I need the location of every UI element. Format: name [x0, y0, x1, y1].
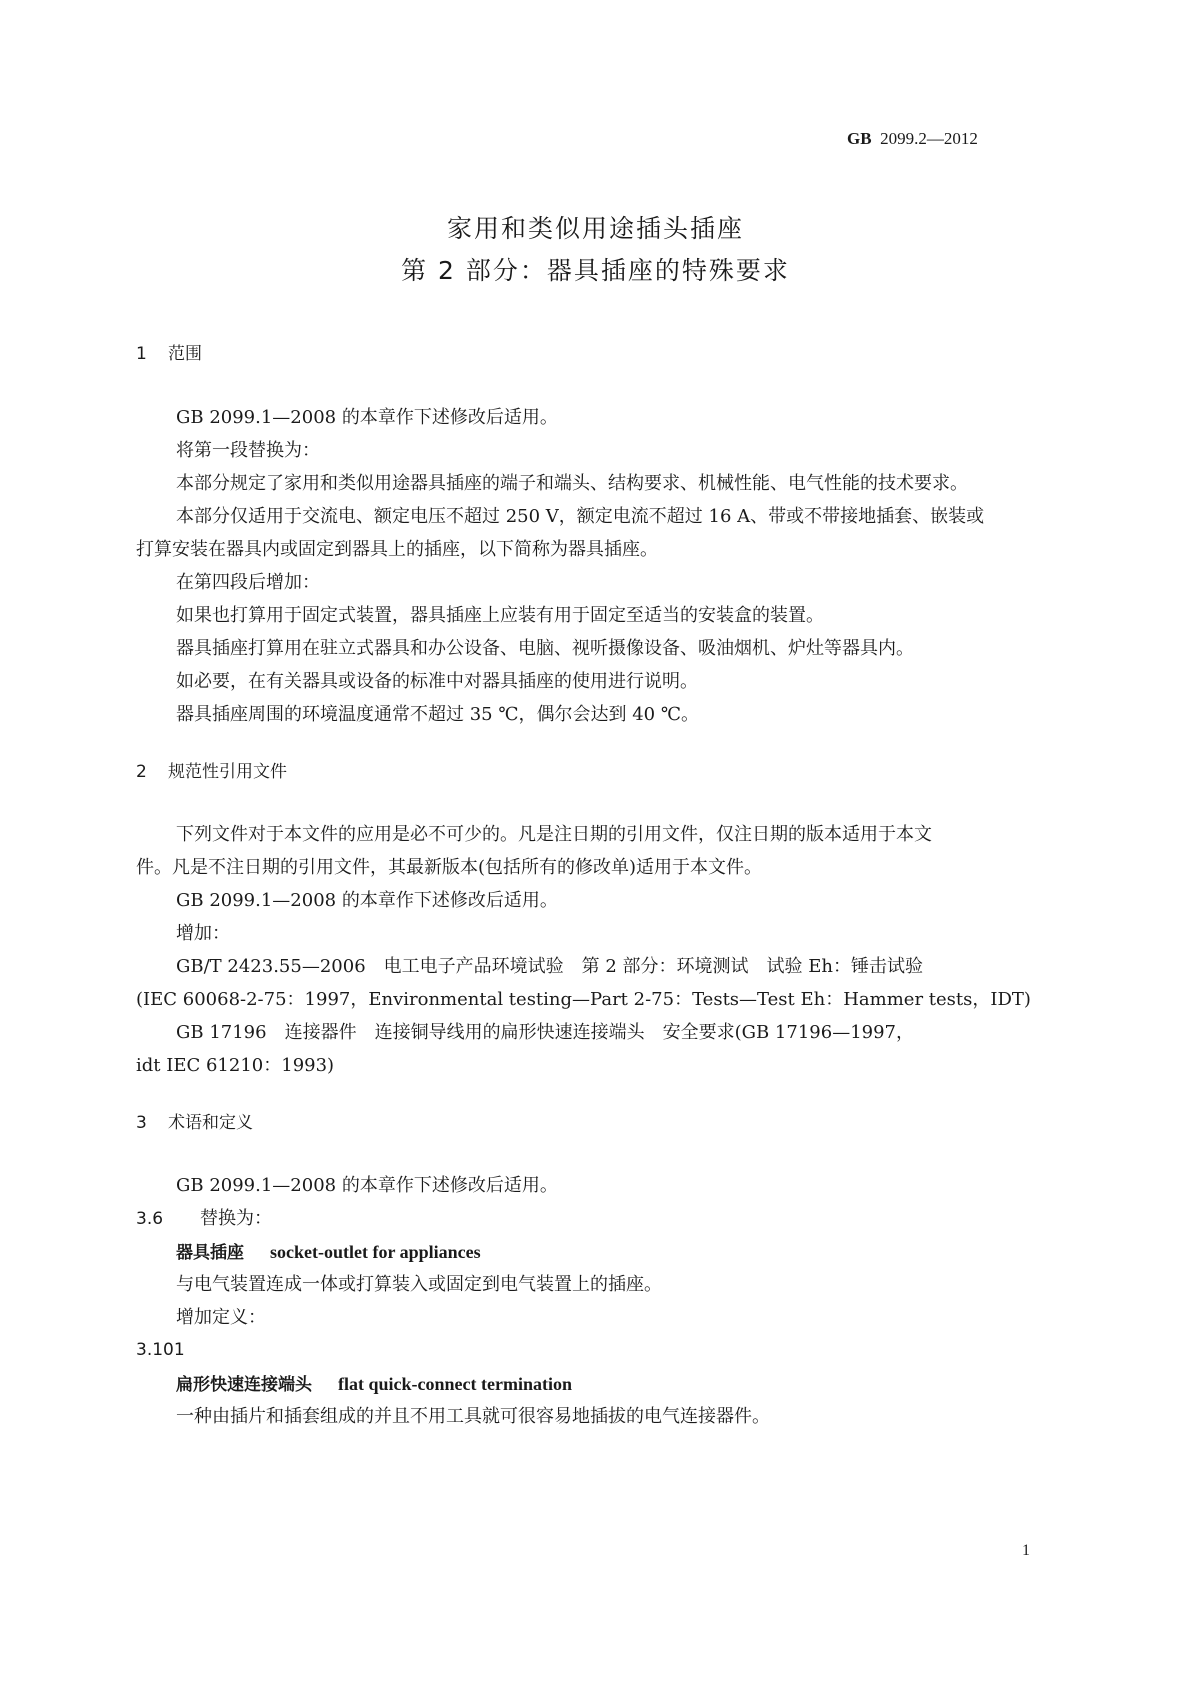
s3-paragraph-1: GB 2099.1—2008 的本章作下述修改后适用。	[176, 1175, 558, 1196]
s2-paragraph-1-line2: 件。凡是不注日期的引用文件，其最新版本(包括所有的修改单)适用于本文件。	[136, 857, 763, 878]
section-3-number: 3	[136, 1113, 147, 1133]
s1-paragraph-2: 将第一段替换为：	[176, 440, 320, 461]
s1-paragraph-6: 如果也打算用于固定式装置，器具插座上应装有用于固定至适当的安装盒的装置。	[176, 605, 824, 626]
s2-paragraph-3: 增加：	[176, 923, 230, 944]
term-1-definition: 与电气装置连成一体或打算装入或固定到电气装置上的插座。	[176, 1274, 662, 1295]
clause-3-101-number: 3.101	[136, 1340, 185, 1360]
s2-paragraph-1-line1: 下列文件对于本文件的应用是必不可少的。凡是注日期的引用文件，仅注日期的版本适用于本文	[176, 824, 932, 845]
reference-2-line2: idt IEC 61210：1993)	[136, 1055, 335, 1076]
section-3-title: 术语和定义	[168, 1113, 253, 1133]
clause-3-6-number: 3.6	[136, 1209, 164, 1229]
document-title-line2: 第 2 部分：器具插座的特殊要求	[401, 256, 790, 285]
standard-prefix: GB	[847, 129, 872, 148]
term-1-english: socket-outlet for appliances	[270, 1242, 481, 1262]
section-1-heading	[136, 346, 202, 363]
s2-paragraph-2: GB 2099.1—2008 的本章作下述修改后适用。	[176, 890, 558, 911]
clause-3-6	[136, 1210, 272, 1228]
term-1-chinese: 器具插座	[176, 1243, 244, 1263]
s1-paragraph-8: 如必要，在有关器具或设备的标准中对器具插座的使用进行说明。	[176, 671, 698, 692]
reference-2-line1: GB 17196 连接器件 连接铜导线用的扁形快速连接端头 安全要求(GB 17196—1997，	[176, 1022, 915, 1043]
section-2-number: 2	[136, 762, 147, 782]
document-title-line1: 家用和类似用途插头插座	[446, 214, 744, 243]
reference-1-line1: GB/T 2423.55—2006 电工电子产品环境试验 第 2 部分：环境测试 试验 Eh：锤击试验	[176, 956, 923, 977]
s1-paragraph-4-line1: 本部分仅适用于交流电、额定电压不超过 250 V，额定电流不超过 16 A、带或不带接地插套、嵌装或	[176, 506, 985, 527]
reference-1-line2: (IEC 60068-2-75：1997，Environmental testing—Part 2-75：Tests—Test Eh：Hammer tests，IDT)	[136, 989, 1031, 1010]
standard-number: 2099.2—2012	[880, 129, 978, 148]
s1-paragraph-4-line2: 打算安装在器具内或固定到器具上的插座，以下简称为器具插座。	[136, 539, 658, 560]
term-2-english: flat quick-connect termination	[338, 1374, 572, 1394]
page-number: 1	[1022, 1542, 1030, 1559]
term-1	[176, 1243, 481, 1262]
standard-number-header	[847, 130, 978, 147]
section-3-heading	[136, 1115, 253, 1132]
add-definition-label: 增加定义：	[176, 1307, 266, 1328]
term-2-definition: 一种由插片和插套组成的并且不用工具就可很容易地插拔的电气连接器件。	[176, 1406, 770, 1427]
s1-paragraph-9: 器具插座周围的环境温度通常不超过 35 ℃，偶尔会达到 40 ℃。	[176, 704, 699, 725]
s1-paragraph-1: GB 2099.1—2008 的本章作下述修改后适用。	[176, 407, 558, 428]
term-2	[176, 1375, 572, 1394]
s1-paragraph-7: 器具插座打算用在驻立式器具和办公设备、电脑、视听摄像设备、吸油烟机、炉灶等器具内。	[176, 638, 914, 659]
clause-3-6-text: 替换为：	[200, 1208, 272, 1229]
section-2-heading	[136, 764, 287, 781]
s1-paragraph-5: 在第四段后增加：	[176, 572, 320, 593]
section-1-title: 范围	[168, 344, 202, 364]
section-2-title: 规范性引用文件	[168, 762, 287, 782]
term-2-chinese: 扁形快速连接端头	[176, 1375, 312, 1395]
section-1-number: 1	[136, 344, 147, 364]
s1-paragraph-3: 本部分规定了家用和类似用途器具插座的端子和端头、结构要求、机械性能、电气性能的技术要求。	[176, 473, 968, 494]
